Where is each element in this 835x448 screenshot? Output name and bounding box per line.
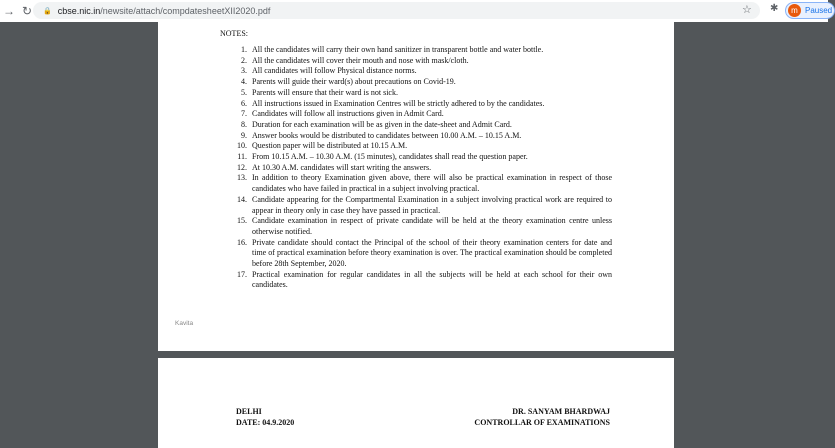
list-item [235,152,612,163]
date: DATE: 04.9.2020 [236,418,295,427]
signatory-title: CONTROLLAR OF EXAMINATIONS [474,418,610,427]
list-item [235,163,612,174]
list-item [235,195,612,216]
item-number: 14. [237,194,247,204]
avatar: m [788,4,801,17]
list-item [235,109,612,120]
list-item [235,216,612,237]
list-item [235,120,612,131]
profile-status: Paused [805,6,833,15]
list-item [235,66,612,77]
lock-icon[interactable]: 🔒 [43,7,52,15]
item-text: All the candidates will carry their own hand sanitizer in transparent bottle and water bottle. [252,45,544,54]
profile-button[interactable] [785,2,835,19]
list-item [235,238,612,270]
item-text: Question paper will be distributed at 10.15 A.M. [252,141,408,151]
item-text: Duration for each examination will be as given in the date-sheet and Admit Card. [252,119,512,129]
list-item [235,270,612,291]
reload-icon[interactable]: ↻ [21,4,33,18]
item-text: All instructions issued in Examination Centres will be strictly adhered to by the candidates. [252,98,545,108]
forward-icon[interactable]: → [3,4,15,18]
item-text: All candidates will follow Physical distance norms. [252,66,417,76]
list-item [235,173,612,194]
item-text: At 10.30 A.M. candidates will start writing the answers. [252,162,432,172]
item-number: 3. [241,66,247,76]
list-item [235,99,612,110]
pdf-page-2 [158,358,674,448]
item-number: 15. [237,216,247,226]
item-number: 2. [241,55,247,65]
notes-heading: NOTES: [220,29,248,38]
item-text: Candidate appearing for the Compartmental Examination in a subject involving practical work are required to appear in theory only in case they have passed in practical. [252,194,612,215]
browser-toolbar [0,0,833,22]
list-item [235,77,612,88]
item-text: Practical examination for regular candidates in all the subjects will be held at each school for their own candidates. [252,269,612,290]
notes-list [235,45,612,291]
item-text: Private candidate should contact the Principal of the school of their theory examination centers for date and time of practical examination before theory examination is over. The practical examination should be completed before 28th September, 2020. [252,237,612,269]
list-item [235,131,612,142]
item-number: 16. [237,237,247,247]
address-bar[interactable] [33,2,760,19]
item-text: Candidate examination in respect of private candidate will be held at the theory examination centre unless otherwise notified. [252,216,612,236]
bookmark-star-icon[interactable]: ☆ [742,4,752,16]
item-text: All the candidates will cover their mouth and nose with mask/cloth. [252,55,469,65]
item-number: 17. [237,269,247,279]
item-number: 12. [237,162,247,172]
place: DELHI [236,407,262,416]
extensions-puzzle-icon[interactable]: ✱ [770,3,779,14]
item-text: Candidates will follow all instructions given in Admit Card. [252,109,444,119]
item-text: From 10.15 A.M. – 10.30 A.M. (15 minutes), candidates shall read the question paper. [252,152,528,162]
item-number: 8. [241,119,247,129]
item-number: 11. [237,152,247,162]
item-number: 6. [241,98,247,108]
list-item [235,45,612,56]
item-text: In addition to theory Examination given above, there will also be practical examination in respect of those candidates who have failed in practical in a subject involving practical. [252,173,612,194]
item-number: 7. [241,109,247,119]
signatory-name: DR. SANYAM BHARDWAJ [512,407,610,416]
item-text: Parents will guide their ward(s) about precautions on Covid-19. [252,77,456,87]
item-text: Answer books would be distributed to candidates between 10.00 A.M. – 10.15 A.M. [252,130,522,140]
pdf-page-1 [158,22,674,351]
url-host: cbse.nic.in [57,5,101,16]
list-item [235,56,612,67]
list-item [235,141,612,152]
item-number: 9. [241,130,247,140]
url-path: /newsite/attach/compdatesheetXII2020.pdf [100,5,271,16]
item-text: Parents will ensure that their ward is not sick. [252,87,398,97]
list-item [235,88,612,99]
item-number: 1. [241,45,247,54]
item-number: 13. [237,173,247,183]
item-number: 4. [241,77,247,87]
item-number: 5. [241,87,247,97]
item-number: 10. [237,141,247,151]
annotation-author: Kavita [175,320,194,327]
